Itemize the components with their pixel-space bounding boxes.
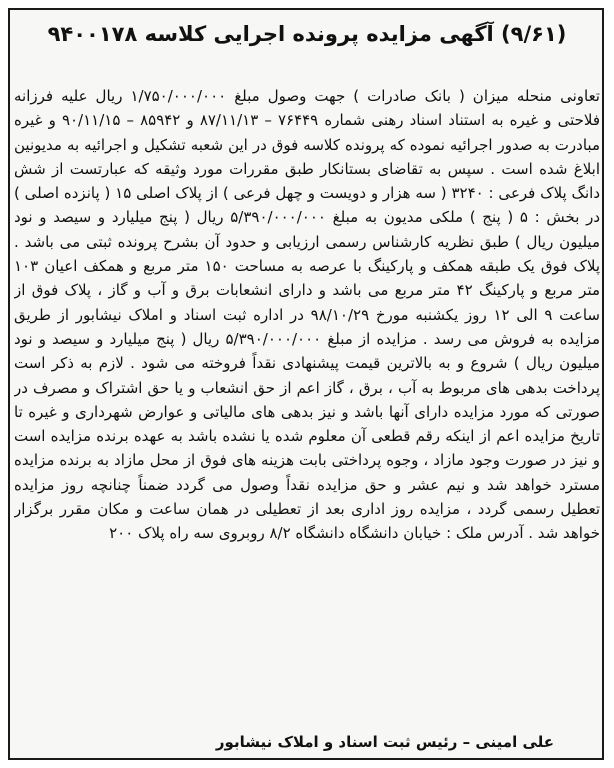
notice-signature: علی امینی – رئیس ثبت اسناد و املاک نیشابور bbox=[215, 733, 554, 751]
notice-body: تعاونی منحله میزان ( بانک صادرات ) جهت وصول مبلغ ۱/۷۵۰/۰۰۰/۰۰۰ ریال علیه فرزانه فلاحتی و غیره به استناد اسناد رهنی شماره ۷۶۴۴۹ – ۸۷/۱۱/۱۳ و ۸۵۹۴۲ – ۹۰/۱۱/۱۵ و غیره مبادرت به صدور اجرائیه نموده که پرونده کلاسه فوق در این شعبه تشکیل و اجرائیه به مدیونین ابلاغ شده است . سپس به تقاضای بستانکار طبق مقررات مورد وثیقه که عبارتست از شش دانگ پلاک فرعی : ۳۲۴۰ ( سه هزار و دویست و چهل فرعی ) از پلاک اصلی ۱۵ ( پانزده اصلی ) در بخش : ۵ ( پنج ) ملکی مدیون به مبلغ ۵/۳۹۰/۰۰۰/۰۰۰ ریال ( پنج میلیارد و سیصد و نود میلیون ریال ) طبق نظریه کارشناس رسمی ارزیابی و حدود آن بشرح پرونده ثبتی می باشد . پلاک فوق یک طبقه همکف و پارکینگ با عرصه به مساحت ۱۵۰ متر مربع و همکف اعیان ۱۰۳ متر مربع و پارکینگ ۴۲ متر مربع می باشد و دارای انشعابات برق و آب و گاز ، پلاک فوق از ساعت ۹ الی ۱۲ روز یکشنبه مورخ ۹۸/۱۰/۲۹ در اداره ثبت اسناد و املاک نیشابور از طریق مزایده به فروش می رسد . مزایده از مبلغ ۵/۳۹۰/۰۰۰/۰۰۰ ریال ( پنج میلیارد و سیصد و نود میلیون ریال ) شروع و به بالاترین قیمت پیشنهادی نقداً فروخته می شود . لازم به ذکر است پرداخت بدهی های مربوط به آب ، برق ، گاز اعم از حق انشعاب و یا حق اشتراک و مصرف در صورتی که مورد مزایده دارای آنها باشد و نیز بدهی های مالیاتی و عوارض شهرداری و غیره تا تاریخ مزایده اعم از اینکه رقم قطعی آن معلوم شده یا نشده باشد به عهده برنده مزایده است و نیز در صورت وجود مازاد ، وجوه پرداختی بابت هزینه های فوق از محل مازاد به برنده مزایده مسترد خواهد شد و نیم عشر و حق مزایده نقداً وصول می گردد ضمناً چنانچه روز مزایده تعطیل رسمی گردد ، مزایده روز اداری بعد از تعطیلی در همان ساعت و مکان مقرر برگزار خواهد شد . آدرس ملک : خیابان دانشگاه دانشگاه ۸/۲ روبروی سه راه پلاک ۲۰۰ bbox=[14, 87, 600, 543]
notice-title: (۹/۶۱) آگهی مزایده پرونده اجرایی کلاسه ۹۴۰۰۱۷۸ bbox=[47, 22, 567, 46]
